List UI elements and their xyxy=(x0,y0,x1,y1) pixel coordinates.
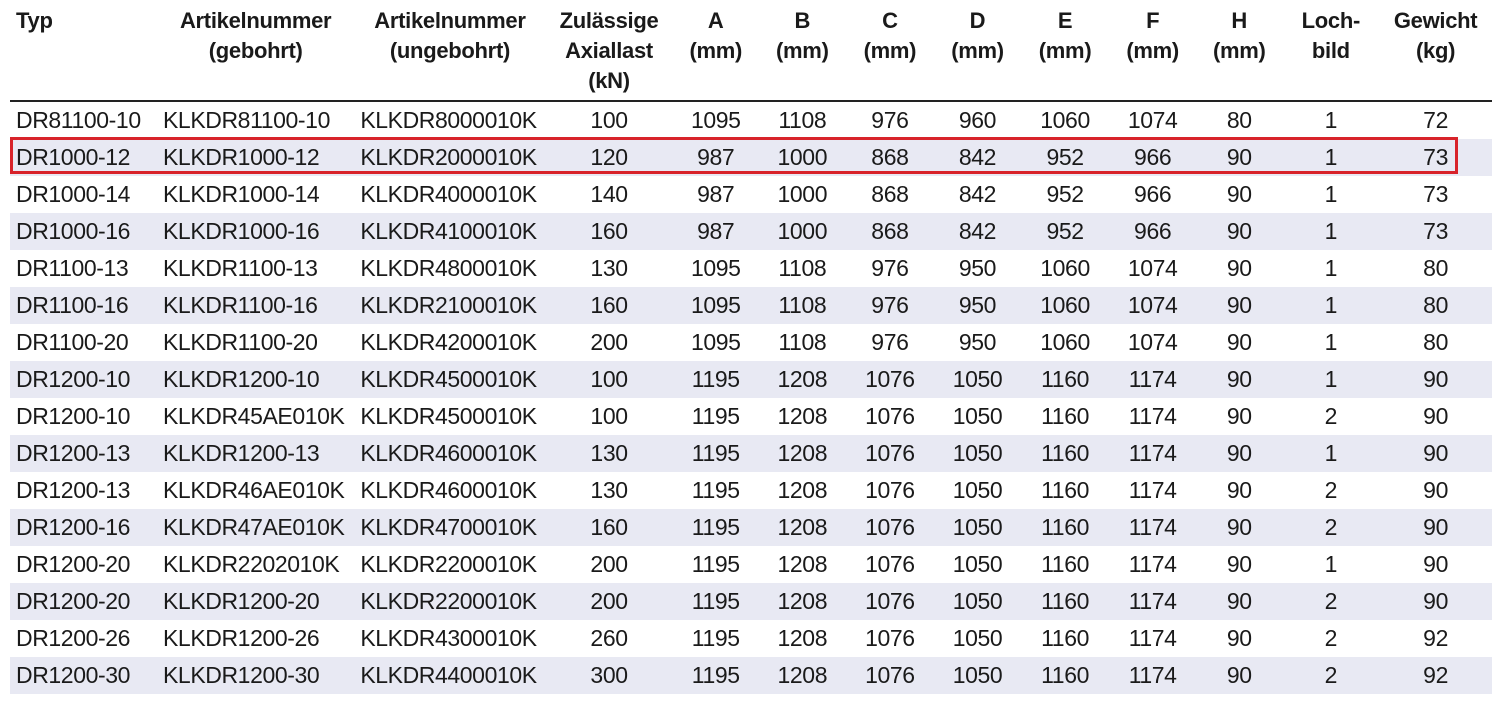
cell-typ: DR1100-20 xyxy=(16,329,129,355)
header-label: A xyxy=(707,8,724,33)
cell-artikelnummer-ungebohrt: KLKDR8000010K xyxy=(360,107,537,133)
cell-e: 1160 xyxy=(1041,477,1089,503)
cell-e: 1060 xyxy=(1021,287,1110,324)
cell-b: 1108 xyxy=(778,255,827,281)
cell-a: 1095 xyxy=(690,107,741,133)
cell-a: 1195 xyxy=(691,403,740,429)
header-label: Loch- xyxy=(1301,8,1361,33)
cell-typ: DR1200-10 xyxy=(10,361,157,398)
cell-artikelnummer-gebohrt: KLKDR1000-12 xyxy=(157,139,354,176)
header-gewicht xyxy=(1379,0,1492,101)
cell-artikelnummer-ungebohrt: KLKDR4100010K xyxy=(354,213,545,250)
cell-a: 1195 xyxy=(672,657,759,694)
cell-typ: DR1200-20 xyxy=(10,583,157,620)
cell-a: 987 xyxy=(672,213,759,250)
cell-h: 90 xyxy=(1196,361,1283,398)
cell-a: 987 xyxy=(672,139,759,176)
cell-c: 1076 xyxy=(865,403,915,429)
cell-artikelnummer-ungebohrt: KLKDR4600010K xyxy=(354,435,545,472)
cell-f: 1074 xyxy=(1127,107,1178,133)
cell-typ: DR1000-12 xyxy=(10,139,157,176)
cell-zulaessige-axiallast: 200 xyxy=(590,329,628,355)
cell-artikelnummer-ungebohrt: KLKDR4500010K xyxy=(360,403,537,429)
cell-zulaessige-axiallast: 120 xyxy=(546,139,673,176)
table-row xyxy=(10,583,1492,620)
cell-c: 976 xyxy=(871,107,909,133)
header-label: (mm) xyxy=(863,38,917,63)
cell-artikelnummer-ungebohrt: KLKDR4800010K xyxy=(360,255,537,281)
cell-gewicht: 73 xyxy=(1379,213,1492,250)
cell-h: 90 xyxy=(1226,403,1252,429)
cell-gewicht: 80 xyxy=(1379,287,1492,324)
cell-f: 1174 xyxy=(1109,583,1196,620)
cell-typ: DR1200-30 xyxy=(10,657,157,694)
cell-d: 960 xyxy=(958,107,997,133)
cell-d: 1050 xyxy=(952,625,1003,651)
header-label: (mm) xyxy=(1038,38,1092,63)
cell-b: 1108 xyxy=(759,287,846,324)
cell-c: 1076 xyxy=(846,361,935,398)
cell-h: 90 xyxy=(1196,435,1283,472)
cell-b: 1208 xyxy=(759,657,846,694)
cell-d: 1050 xyxy=(952,477,1003,503)
cell-f: 1174 xyxy=(1128,625,1177,651)
cell-h: 90 xyxy=(1226,477,1252,503)
header-label: E xyxy=(1057,8,1073,33)
cell-typ: DR1000-16 xyxy=(10,213,157,250)
cell-lochbild: 2 xyxy=(1324,403,1338,429)
table-body xyxy=(10,101,1492,694)
cell-a: 1195 xyxy=(672,583,759,620)
cell-artikelnummer-ungebohrt: KLKDR2200010K xyxy=(360,551,537,577)
cell-d: 842 xyxy=(934,213,1021,250)
cell-gewicht: 90 xyxy=(1423,477,1448,503)
cell-a: 1095 xyxy=(672,287,759,324)
cell-e: 1160 xyxy=(1041,625,1089,651)
cell-artikelnummer-gebohrt: KLKDR1200-10 xyxy=(157,361,354,398)
cell-c: 1076 xyxy=(846,583,935,620)
cell-gewicht: 90 xyxy=(1423,403,1448,429)
cell-artikelnummer-gebohrt: KLKDR81100-10 xyxy=(162,107,330,133)
cell-c: 976 xyxy=(871,255,909,281)
cell-artikelnummer-ungebohrt: KLKDR4200010K xyxy=(360,329,537,355)
header-label: (kN) xyxy=(588,68,630,93)
header-label: Axiallast xyxy=(565,38,653,63)
table-row xyxy=(10,657,1492,694)
cell-f: 1174 xyxy=(1109,361,1196,398)
cell-artikelnummer-ungebohrt: KLKDR4700010K xyxy=(354,509,545,546)
cell-e: 952 xyxy=(1021,213,1110,250)
cell-f: 1074 xyxy=(1127,255,1178,281)
cell-h: 90 xyxy=(1226,551,1252,577)
cell-artikelnummer-ungebohrt: KLKDR4400010K xyxy=(354,657,545,694)
cell-zulaessige-axiallast: 130 xyxy=(546,435,673,472)
cell-artikelnummer-gebohrt: KLKDR46AE010K xyxy=(162,477,345,503)
cell-zulaessige-axiallast: 140 xyxy=(590,181,628,207)
table-row xyxy=(10,509,1492,546)
cell-lochbild: 1 xyxy=(1324,107,1338,133)
cell-zulaessige-axiallast: 100 xyxy=(590,107,628,133)
cell-artikelnummer-ungebohrt: KLKDR2100010K xyxy=(354,287,545,324)
cell-e: 952 xyxy=(1021,139,1110,176)
cell-f: 1074 xyxy=(1127,329,1178,355)
cell-b: 1208 xyxy=(777,625,828,651)
header-e xyxy=(1021,0,1110,101)
header-label: (gebohrt) xyxy=(208,38,303,63)
cell-lochbild: 2 xyxy=(1283,509,1380,546)
cell-e: 1160 xyxy=(1021,435,1110,472)
cell-e: 1160 xyxy=(1041,551,1089,577)
cell-gewicht: 73 xyxy=(1379,139,1492,176)
cell-artikelnummer-gebohrt: KLKDR1000-14 xyxy=(162,181,320,207)
cell-f: 1174 xyxy=(1128,551,1177,577)
cell-a: 1195 xyxy=(672,509,759,546)
cell-h: 90 xyxy=(1196,509,1283,546)
cell-zulaessige-axiallast: 130 xyxy=(590,477,628,503)
header-label: bild xyxy=(1311,38,1350,63)
cell-c: 868 xyxy=(846,213,935,250)
cell-lochbild: 1 xyxy=(1324,329,1338,355)
table-row xyxy=(10,398,1492,435)
cell-zulaessige-axiallast: 100 xyxy=(590,403,628,429)
header-artikelnummer-ungebohrt xyxy=(354,0,545,101)
cell-lochbild: 1 xyxy=(1283,287,1380,324)
cell-a: 1195 xyxy=(691,551,740,577)
header-typ xyxy=(10,0,157,101)
cell-c: 976 xyxy=(846,287,935,324)
cell-b: 1208 xyxy=(777,477,828,503)
cell-c: 868 xyxy=(871,181,909,207)
cell-lochbild: 1 xyxy=(1324,551,1338,577)
cell-artikelnummer-gebohrt: KLKDR1000-16 xyxy=(157,213,354,250)
cell-h: 90 xyxy=(1196,139,1283,176)
header-label: (mm) xyxy=(951,38,1004,63)
cell-d: 950 xyxy=(958,329,997,355)
cell-f: 1174 xyxy=(1109,435,1196,472)
cell-b: 1208 xyxy=(759,361,846,398)
cell-a: 1195 xyxy=(672,435,759,472)
cell-zulaessige-axiallast: 200 xyxy=(590,551,628,577)
cell-artikelnummer-ungebohrt: KLKDR2000010K xyxy=(354,139,545,176)
cell-h: 90 xyxy=(1226,181,1252,207)
header-label: (mm) xyxy=(1212,38,1266,63)
cell-lochbild: 2 xyxy=(1283,657,1380,694)
spec-table xyxy=(10,0,1492,694)
cell-lochbild: 1 xyxy=(1283,435,1380,472)
cell-b: 1000 xyxy=(759,139,846,176)
cell-a: 1195 xyxy=(691,477,740,503)
cell-artikelnummer-gebohrt: KLKDR1200-13 xyxy=(157,435,354,472)
cell-c: 1076 xyxy=(865,625,915,651)
cell-f: 966 xyxy=(1134,181,1172,207)
cell-h: 90 xyxy=(1226,625,1252,651)
cell-d: 1050 xyxy=(934,361,1021,398)
cell-gewicht: 92 xyxy=(1423,625,1448,651)
cell-e: 1160 xyxy=(1041,403,1089,429)
cell-e: 1060 xyxy=(1040,329,1090,355)
cell-c: 976 xyxy=(871,329,909,355)
cell-h: 90 xyxy=(1196,657,1283,694)
cell-a: 1095 xyxy=(690,255,741,281)
cell-lochbild: 1 xyxy=(1324,255,1338,281)
cell-d: 950 xyxy=(958,255,997,281)
cell-artikelnummer-ungebohrt: KLKDR4300010K xyxy=(360,625,537,651)
cell-b: 1108 xyxy=(778,329,827,355)
cell-f: 966 xyxy=(1109,213,1196,250)
cell-h: 90 xyxy=(1226,329,1252,355)
cell-b: 1108 xyxy=(778,107,827,133)
header-label: F xyxy=(1146,8,1160,33)
cell-lochbild: 1 xyxy=(1283,139,1380,176)
cell-typ: DR1200-26 xyxy=(16,625,131,651)
cell-b: 1208 xyxy=(777,551,828,577)
cell-c: 868 xyxy=(846,139,935,176)
cell-typ: DR1200-10 xyxy=(16,403,131,429)
cell-h: 90 xyxy=(1196,287,1283,324)
header-h xyxy=(1196,0,1283,101)
table-row xyxy=(10,620,1492,657)
cell-artikelnummer-gebohrt: KLKDR2202010K xyxy=(162,551,340,577)
cell-artikelnummer-gebohrt: KLKDR1100-20 xyxy=(162,329,318,355)
cell-d: 1050 xyxy=(934,583,1021,620)
cell-gewicht: 90 xyxy=(1379,435,1492,472)
header-label: Artikelnummer xyxy=(374,8,526,33)
cell-c: 1076 xyxy=(865,477,915,503)
header-label: Artikelnummer xyxy=(179,8,332,33)
cell-typ: DR1100-16 xyxy=(10,287,157,324)
header-f xyxy=(1109,0,1196,101)
cell-zulaessige-axiallast: 160 xyxy=(546,287,673,324)
cell-e: 1160 xyxy=(1021,361,1110,398)
header-c xyxy=(846,0,935,101)
header-label: H xyxy=(1231,8,1248,33)
cell-artikelnummer-gebohrt: KLKDR1200-20 xyxy=(157,583,354,620)
cell-lochbild: 2 xyxy=(1324,477,1338,503)
cell-e: 1160 xyxy=(1021,509,1110,546)
cell-lochbild: 1 xyxy=(1283,361,1380,398)
cell-lochbild: 1 xyxy=(1283,213,1380,250)
cell-a: 1095 xyxy=(690,329,741,355)
table-row xyxy=(10,472,1492,509)
cell-e: 1060 xyxy=(1040,107,1090,133)
header-d xyxy=(934,0,1021,101)
cell-e: 1060 xyxy=(1040,255,1090,281)
cell-h: 90 xyxy=(1226,255,1252,281)
cell-artikelnummer-gebohrt: KLKDR1100-13 xyxy=(162,255,318,281)
cell-artikelnummer-ungebohrt: KLKDR4500010K xyxy=(354,361,545,398)
cell-e: 952 xyxy=(1046,181,1084,207)
header-lochbild xyxy=(1283,0,1380,101)
cell-typ: DR1200-13 xyxy=(16,477,131,503)
cell-lochbild: 1 xyxy=(1324,181,1338,207)
cell-typ: DR1000-14 xyxy=(16,181,131,207)
table-header xyxy=(10,0,1492,101)
header-zulaessige-axiallast xyxy=(546,0,673,101)
cell-typ: DR1100-13 xyxy=(16,255,129,281)
cell-lochbild: 2 xyxy=(1283,583,1380,620)
header-label: Gewicht xyxy=(1393,8,1478,33)
header-label: (mm) xyxy=(689,38,743,63)
cell-gewicht: 90 xyxy=(1379,361,1492,398)
cell-gewicht: 80 xyxy=(1423,255,1448,281)
cell-d: 1050 xyxy=(952,403,1003,429)
cell-artikelnummer-gebohrt: KLKDR1200-26 xyxy=(162,625,320,651)
cell-b: 1208 xyxy=(759,509,846,546)
cell-e: 1160 xyxy=(1021,657,1110,694)
cell-f: 1174 xyxy=(1128,477,1177,503)
table-row xyxy=(10,101,1492,139)
cell-typ: DR1200-20 xyxy=(16,551,131,577)
cell-b: 1208 xyxy=(777,403,828,429)
cell-c: 1076 xyxy=(846,657,935,694)
cell-d: 1050 xyxy=(934,435,1021,472)
cell-artikelnummer-gebohrt: KLKDR45AE010K xyxy=(162,403,345,429)
cell-zulaessige-axiallast: 100 xyxy=(546,361,673,398)
cell-b: 1208 xyxy=(759,583,846,620)
cell-c: 1076 xyxy=(846,509,935,546)
cell-lochbild: 2 xyxy=(1324,625,1338,651)
header-label: Zulässige xyxy=(559,8,659,33)
cell-f: 1174 xyxy=(1109,509,1196,546)
cell-gewicht: 72 xyxy=(1423,107,1448,133)
header-label: (ungebohrt) xyxy=(389,38,510,63)
cell-a: 987 xyxy=(697,181,735,207)
cell-gewicht: 90 xyxy=(1379,583,1492,620)
cell-artikelnummer-ungebohrt: KLKDR4000010K xyxy=(360,181,537,207)
cell-zulaessige-axiallast: 160 xyxy=(546,213,673,250)
cell-gewicht: 90 xyxy=(1423,551,1448,577)
cell-artikelnummer-ungebohrt: KLKDR2200010K xyxy=(354,583,545,620)
cell-f: 1174 xyxy=(1109,657,1196,694)
cell-e: 1160 xyxy=(1021,583,1110,620)
header-artikelnummer-gebohrt xyxy=(157,0,354,101)
cell-f: 1174 xyxy=(1128,403,1177,429)
cell-a: 1195 xyxy=(672,361,759,398)
cell-d: 950 xyxy=(934,287,1021,324)
cell-zulaessige-axiallast: 130 xyxy=(590,255,628,281)
cell-artikelnummer-ungebohrt: KLKDR4600010K xyxy=(360,477,537,503)
cell-artikelnummer-gebohrt: KLKDR1200-30 xyxy=(157,657,354,694)
header-a xyxy=(672,0,759,101)
cell-d: 842 xyxy=(934,139,1021,176)
cell-artikelnummer-gebohrt: KLKDR1100-16 xyxy=(157,287,354,324)
cell-typ: DR81100-10 xyxy=(16,107,141,133)
cell-gewicht: 90 xyxy=(1379,509,1492,546)
table-row xyxy=(10,361,1492,398)
cell-f: 966 xyxy=(1109,139,1196,176)
header-b xyxy=(759,0,846,101)
header-label: C xyxy=(882,8,898,33)
cell-c: 1076 xyxy=(846,435,935,472)
cell-h: 90 xyxy=(1196,583,1283,620)
cell-h: 90 xyxy=(1196,213,1283,250)
table-row-highlighted xyxy=(10,139,1492,176)
cell-typ: DR1200-16 xyxy=(10,509,157,546)
cell-d: 1050 xyxy=(952,551,1003,577)
header-row xyxy=(10,0,1492,101)
cell-zulaessige-axiallast: 160 xyxy=(546,509,673,546)
table-row xyxy=(10,546,1492,583)
cell-d: 1050 xyxy=(934,509,1021,546)
cell-c: 1076 xyxy=(865,551,915,577)
cell-h: 80 xyxy=(1226,107,1252,133)
cell-gewicht: 92 xyxy=(1379,657,1492,694)
cell-zulaessige-axiallast: 300 xyxy=(546,657,673,694)
cell-b: 1000 xyxy=(777,181,828,207)
table-row xyxy=(10,324,1492,361)
cell-gewicht: 80 xyxy=(1423,329,1448,355)
header-label: B xyxy=(794,8,811,33)
cell-artikelnummer-gebohrt: KLKDR47AE010K xyxy=(157,509,354,546)
cell-d: 842 xyxy=(958,181,997,207)
cell-zulaessige-axiallast: 260 xyxy=(590,625,628,651)
cell-zulaessige-axiallast: 200 xyxy=(546,583,673,620)
header-label: (mm) xyxy=(1126,38,1179,63)
header-label: (kg) xyxy=(1416,38,1456,63)
table-row xyxy=(10,287,1492,324)
cell-d: 1050 xyxy=(934,657,1021,694)
table-row xyxy=(10,250,1492,287)
header-label: D xyxy=(969,8,986,33)
cell-a: 1195 xyxy=(691,625,740,651)
cell-gewicht: 73 xyxy=(1423,181,1448,207)
table-row xyxy=(10,176,1492,213)
cell-b: 1000 xyxy=(759,213,846,250)
header-label: (mm) xyxy=(776,38,829,63)
cell-typ: DR1200-13 xyxy=(10,435,157,472)
cell-b: 1208 xyxy=(759,435,846,472)
table-row xyxy=(10,435,1492,472)
cell-f: 1074 xyxy=(1109,287,1196,324)
header-label: Typ xyxy=(16,8,53,33)
table-row xyxy=(10,213,1492,250)
